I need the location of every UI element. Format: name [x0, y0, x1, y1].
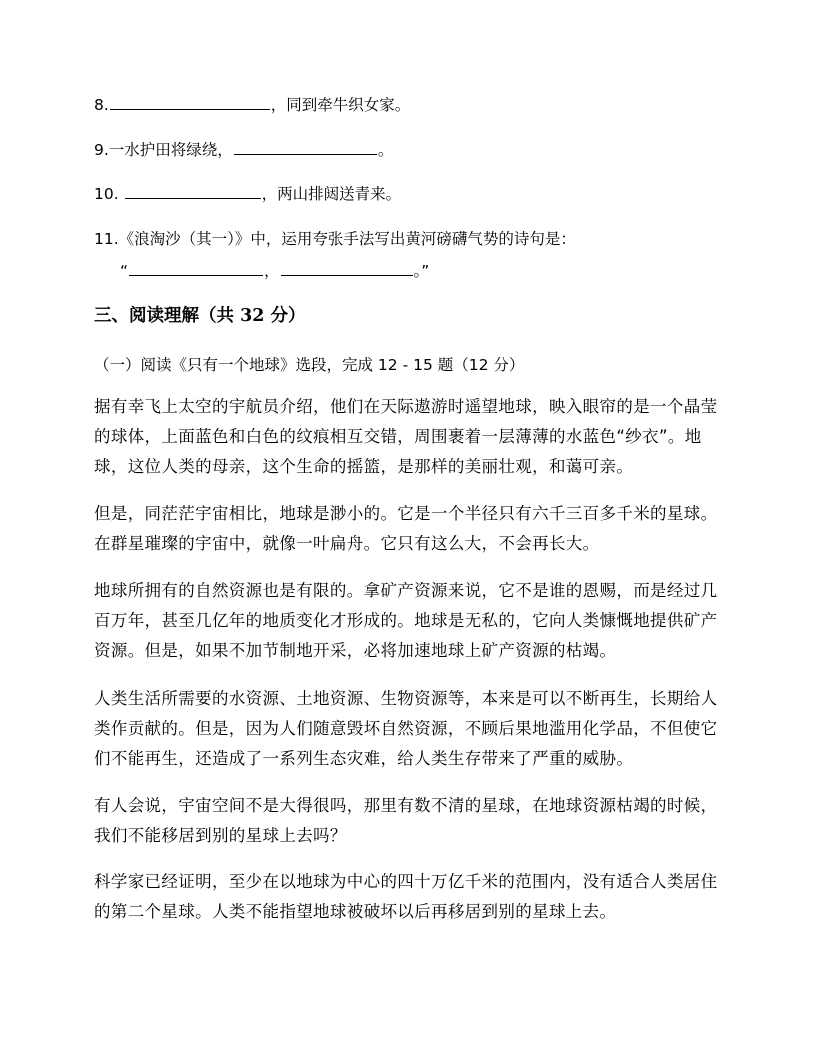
passage-paragraph: 人类生活所需要的水资源、土地资源、生物资源等，本来是可以不断再生，长期给人类作贡献的。但是，因为人们随意毁坏自然资源，不顾后果地滥用化学品，不但使它们不能再生，还造成了一系列生态灾难，给人类生存带来了严重的威胁。 — [94, 689, 718, 768]
question-number: 10. — [94, 185, 119, 203]
question-text-end: 。 — [377, 141, 394, 159]
question-text: ，同到牵牛织女家。 — [270, 96, 411, 114]
question-11 — [94, 228, 576, 250]
answer-blank[interactable] — [125, 183, 261, 199]
question-9 — [94, 139, 393, 161]
question-11-answer-line — [120, 260, 429, 282]
answer-blank[interactable] — [110, 94, 270, 110]
question-number: 8. — [94, 96, 109, 114]
section-title: 三、阅读理解（共 32 分） — [94, 306, 306, 326]
passage-paragraph: 据有幸飞上太空的宇航员介绍，他们在天际遨游时遥望地球，映入眼帘的是一个晶莹的球体，上面蓝色和白色的纹痕相互交错，周围裹着一层薄薄的水蓝色“纱衣”。地球，这位人类的母亲，这个生命的摇篮，是那样的美丽壮观，和蔼可亲。 — [94, 397, 718, 476]
close-quote: 。” — [413, 262, 430, 280]
question-10 — [94, 183, 401, 205]
question-text: 《浪淘沙（其一）》中，运用夸张手法写出黄河磅礴气势的诗句是： — [118, 230, 576, 248]
question-number: 11. — [94, 230, 119, 248]
question-text: 一水护田将绿绕， — [108, 141, 233, 159]
passage-paragraph: 科学家已经证明，至少在以地球为中心的四十万亿千米的范围内，没有适合人类居住的第二个星球。人类不能指望地球被破坏以后再移居到别的星球上去。 — [94, 872, 718, 921]
passage-paragraph: 地球所拥有的自然资源也是有限的。拿矿产资源来说，它不是谁的恩赐，而是经过几百万年，甚至几亿年的地质变化才形成的。地球是无私的，它向人类慷慨地提供矿产资源。但是，如果不加节制地开采，必将加速地球上矿产资源的枯竭。 — [94, 581, 718, 660]
question-8 — [94, 94, 410, 116]
question-number: 9. — [94, 141, 109, 159]
passage-paragraph: 有人会说，宇宙空间不是大得很吗，那里有数不清的星球，在地球资源枯竭的时候，我们不能移居到别的星球上去吗？ — [94, 796, 718, 845]
question-text: ，两山排闼送青来。 — [261, 185, 402, 203]
subsection-title: （一）阅读《只有一个地球》选段，完成 12 - 15 题（12 分） — [94, 356, 525, 374]
answer-blank[interactable] — [234, 139, 377, 155]
passage-paragraph: 但是，同茫茫宇宙相比，地球是渺小的。它是一个半径只有六千三百多千米的星球。在群星璀璨的宇宙中，就像一叶扁舟。它只有这么大，不会再长大。 — [94, 504, 718, 553]
answer-blank[interactable] — [281, 260, 413, 276]
answer-blank[interactable] — [129, 260, 263, 276]
open-quote: “ — [120, 262, 129, 280]
comma: ， — [264, 262, 280, 280]
